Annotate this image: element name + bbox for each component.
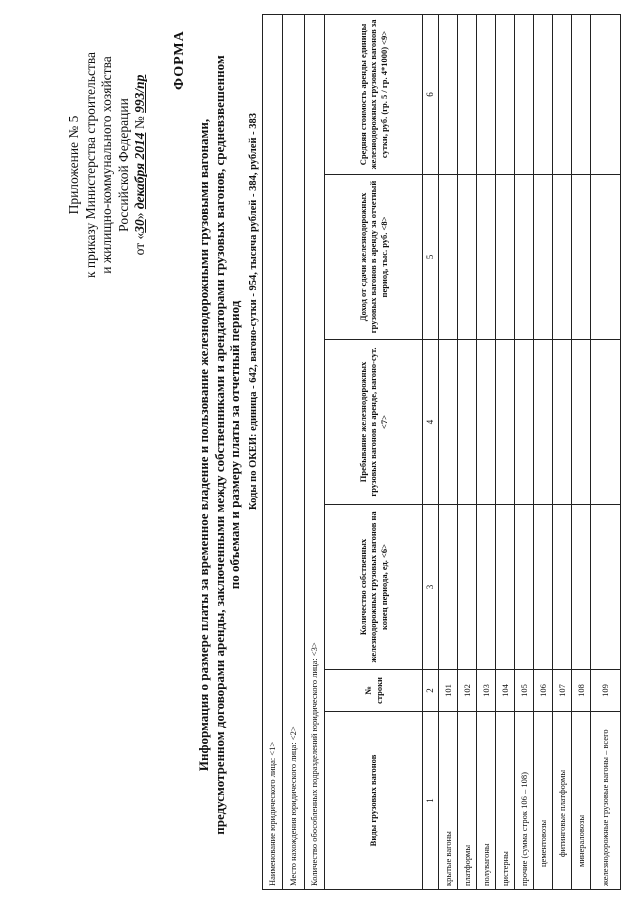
table-cell [534,14,553,174]
row-label: полувагоны [477,712,496,890]
row-code: 102 [458,670,477,712]
row-label: фитинговые платформы [553,712,572,890]
table-row [477,14,496,889]
table-cell [496,505,515,670]
okei-codes: Коды по ОКЕИ: единица - 642, вагоно-сутки - 954, тысяча рублей - 384, рублей - 383 [248,113,259,510]
table-cell [458,14,477,174]
table-cell [458,175,477,340]
table-cell [591,175,621,340]
table-cell [439,340,458,505]
table-row [515,14,534,889]
date-month: декабря 2014 [132,132,147,210]
row-code: 104 [496,670,515,712]
row-code: 107 [553,670,572,712]
appendix-header [66,15,149,315]
form-label: ФОРМА [172,30,187,90]
row-code: 103 [477,670,496,712]
table-cell [553,505,572,670]
table-cell [553,175,572,340]
column-header-row [325,14,423,889]
title-line-2: предусмотренном договорами аренды, заключенными между собственниками и арендаторами грузовых вагонов, средневзвешенном [211,55,227,835]
order-date-line [132,15,149,315]
table-cell [534,505,553,670]
table-cell [553,340,572,505]
table-cell [591,340,621,505]
table-cell [477,14,496,174]
entity-location-cell: Место нахождения юридического лица: <2> [283,14,305,889]
table-cell [515,505,534,670]
order-line: к приказу Министерства строительства [82,51,98,279]
subdivisions-cell: Количество обособленных подразделений юридического лица: <3> [305,14,325,889]
row-label: цементовозы [534,712,553,890]
info-row [263,14,283,889]
col-number: 4 [423,340,439,505]
table-cell [458,505,477,670]
row-code: 108 [572,670,591,712]
row-code: 109 [591,670,621,712]
table-cell [572,175,591,340]
table-cell [496,14,515,174]
date-day: 30 [132,219,147,233]
table-cell [496,340,515,505]
entity-name-cell: Наименование юридического лица: <1> [263,14,283,889]
table-cell [439,505,458,670]
table-cell [458,340,477,505]
col-header-rental-income: Доход от сдачи железнодорожных грузовых вагонов в аренду за отчетный период, тыс. руб. <8> [325,175,423,340]
document-title [196,15,243,875]
col-number: 6 [423,14,439,174]
row-label: прочие (сумма строк 106 – 108) [515,712,534,890]
table-cell [534,175,553,340]
data-table [262,14,621,890]
table-row [553,14,572,889]
table-cell [591,505,621,670]
table-row [572,14,591,889]
table-cell [515,340,534,505]
table-row [458,14,477,889]
table-cell [477,340,496,505]
appendix-number: Приложение № 5 [66,115,81,215]
col-header-rental-days: Пребывание железнодорожных грузовых вагонов в аренде, вагоно-сут. <7> [325,340,423,505]
table-cell [496,175,515,340]
table-cell [572,505,591,670]
table-cell [439,14,458,174]
col-header-row-number: № строки [325,670,423,712]
row-code: 101 [439,670,458,712]
title-line-1: Информация о размере платы за временное владение и пользование железнодорожными грузовыми вагонами, [196,118,211,772]
table-cell [591,14,621,174]
info-row [283,14,305,889]
col-number: 3 [423,505,439,670]
country-line: Российской Федерации [115,98,131,232]
row-code: 106 [534,670,553,712]
row-code: 105 [515,670,534,712]
table-cell [572,14,591,174]
table-cell [534,340,553,505]
table-row [439,14,458,889]
column-number-row [423,14,439,889]
table-cell [553,14,572,174]
table-row [534,14,553,889]
table-cell [515,175,534,340]
col-number: 5 [423,175,439,340]
col-header-wagon-type: Виды грузовых вагонов [325,712,423,890]
date-sep: » [132,212,147,220]
col-number: 1 [423,712,439,890]
date-prefix: от « [132,232,147,256]
table-cell [477,505,496,670]
row-label: железнодорожные грузовые вагоны – всего [591,712,621,890]
order-number: 993/пр [132,74,147,113]
info-row [305,14,325,889]
row-label: платформы [458,712,477,890]
table-cell [439,175,458,340]
title-line-3: по объемам и размеру платы за отчетный период [227,300,242,590]
row-label: минераловозы [572,712,591,890]
col-number: 2 [423,670,439,712]
table-row [496,14,515,889]
ministry-line: и жилищно-коммунального хозяйства [99,56,114,274]
row-label: цистерны [496,712,515,890]
row-label: крытые вагоны [439,712,458,890]
col-header-owned-wagons: Количество собственных железнодорожных грузовых вагонов на конец периода, ед. <6> [325,505,423,670]
col-header-avg-cost: Средняя стоимость аренды единицы железнодорожных грузовых вагонов за сутки, руб. (гр. 5 / гр. 4*1000) <9> [325,14,423,174]
table-row [591,14,621,889]
table-cell [572,340,591,505]
number-label: № [132,116,147,130]
table-cell [477,175,496,340]
table-cell [515,14,534,174]
